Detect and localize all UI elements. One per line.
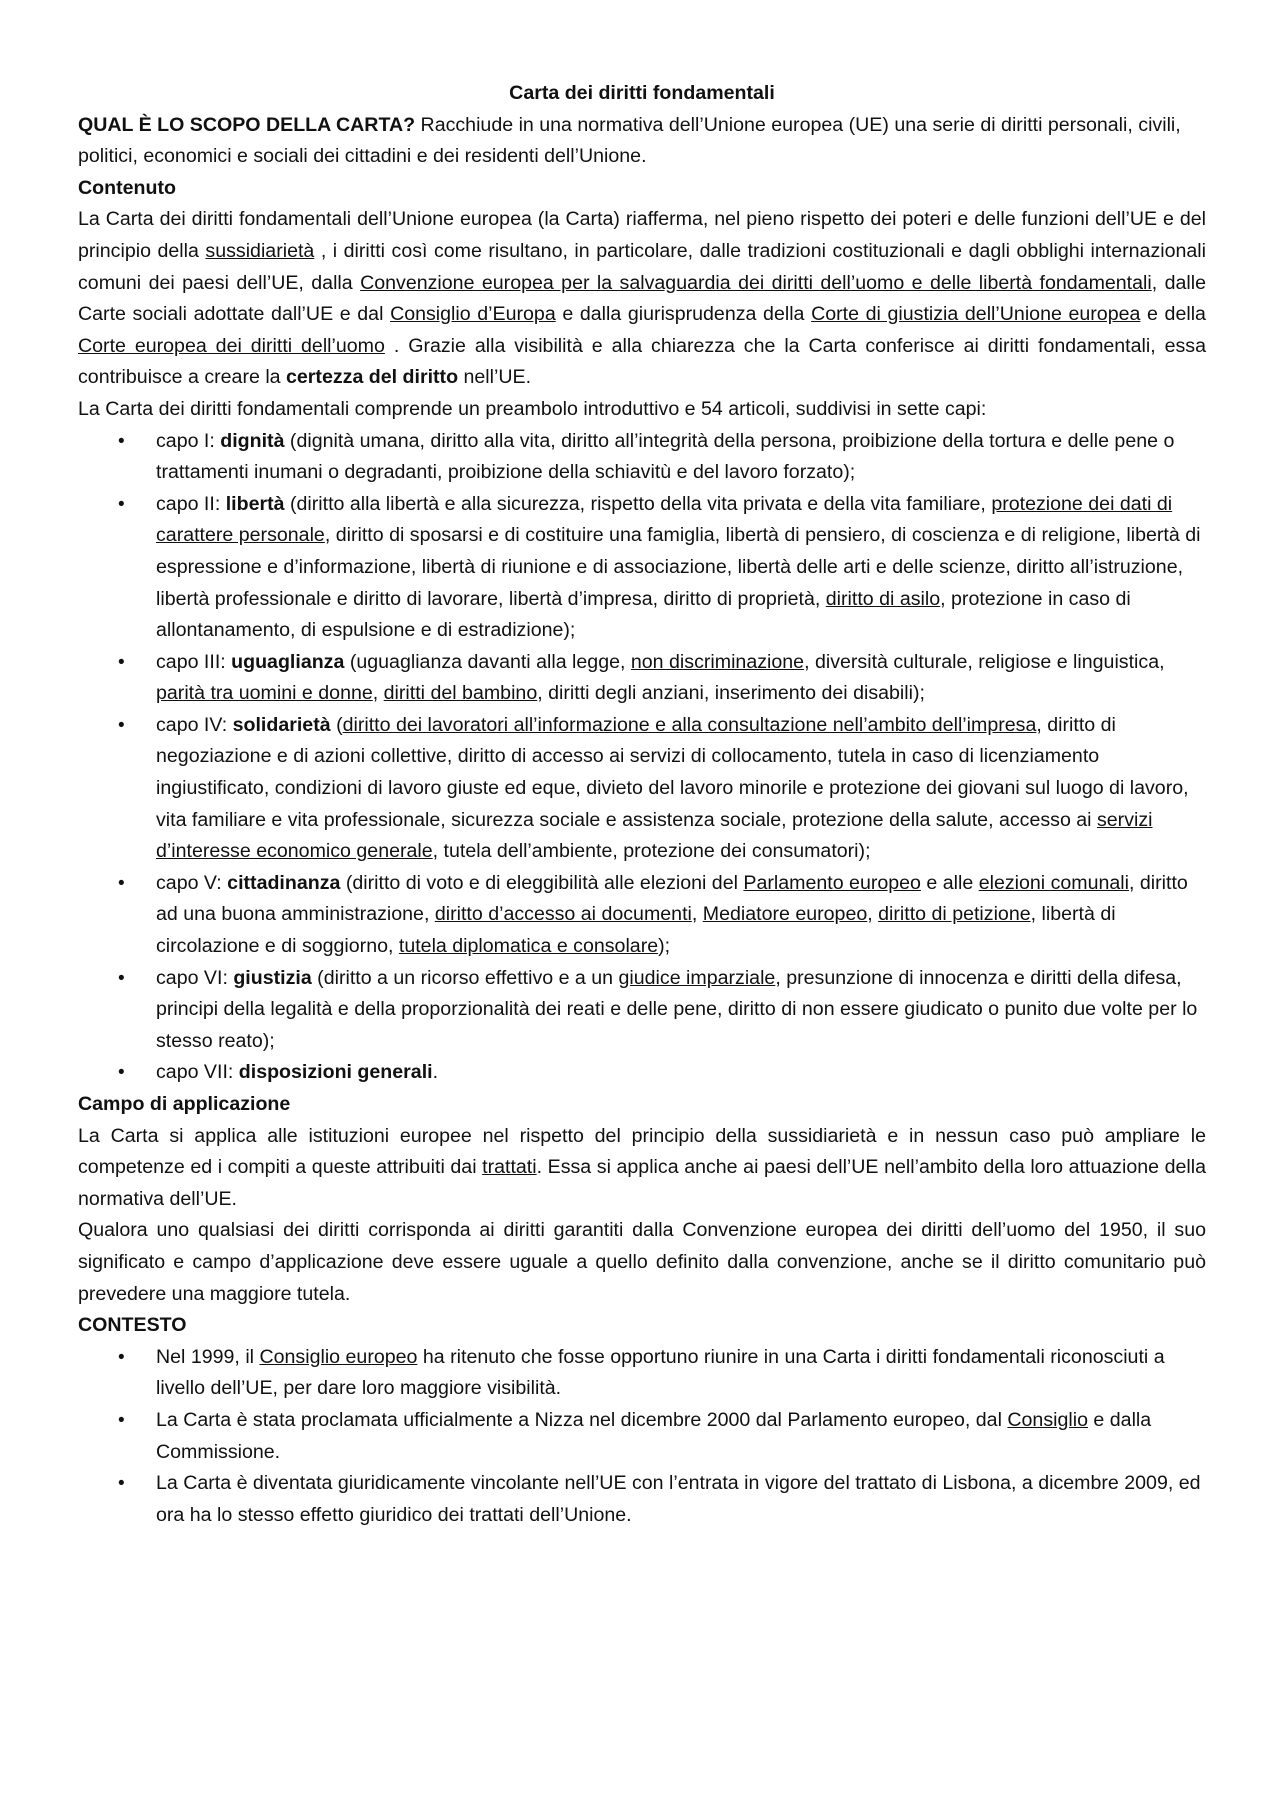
text-run: , presunzione di innocenza e diritti della difesa, principi della legalità e della proporzionalità dei reati e delle pene, diritto di non essere giudicato o punito due volte per lo stesso reato); <box>156 966 1198 1052</box>
contesto-list <box>78 1342 1206 1532</box>
text-run: , tutela dell’ambiente, protezione dei consumatori); <box>432 840 871 863</box>
capo-text: . <box>432 1061 439 1084</box>
text-run: ha ritenuto che fosse opportuno riunire in una Carta i diritti fondamentali riconosciuti a livello dell’UE, per dare loro maggiore visibilità. <box>156 1345 1165 1400</box>
link-trattati[interactable]: trattati <box>482 1156 537 1179</box>
list-item-capo-3 <box>78 647 1206 710</box>
link-sussidiarieta[interactable]: sussidiarietà <box>205 239 315 262</box>
capo-label: capo I: <box>156 429 221 452</box>
link-diritti-bambino[interactable]: diritti del bambino <box>383 682 538 705</box>
capo-title: disposizioni generali <box>238 1061 433 1084</box>
link-diritto-petizione[interactable]: diritto di petizione <box>878 903 1031 926</box>
capo-title: libertà <box>225 492 285 515</box>
capo-label: capo V: <box>156 871 228 894</box>
text-run: La Carta si applica alle istituzioni europee nel rispetto del principio della sussidiarietà e in nessun caso può ampliare le competenze ed i compiti a queste attribuiti dai <box>78 1124 1206 1179</box>
contenuto-paragraph-1 <box>78 204 1206 394</box>
bullet-icon: • <box>118 714 125 736</box>
text-run: , diritto di negoziazione e di azioni collettive, diritto di accesso ai servizi di collocamento, tutela in caso di licenziamento ingiustificato, condizioni di lavoro giuste ed eque, divieto del lavoro minorile e protezione dei giovani sul luogo di lavoro, vita familiare e vita professionale, sicurezza sociale e assistenza sociale, protezione della salute, accesso ai <box>156 713 1189 831</box>
text-run: La Carta dei diritti fondamentali dell’Unione europea (la Carta) riafferma, nel pieno rispetto dei poteri e delle funzioni dell’UE e del principio della <box>78 208 1206 262</box>
campo-paragraph-1 <box>78 1121 1206 1216</box>
link-diritto-accesso-documenti[interactable]: diritto d’accesso ai documenti <box>434 903 692 926</box>
link-mediatore-europeo[interactable]: Mediatore europeo <box>702 903 868 926</box>
capo-title: cittadinanza <box>227 871 341 894</box>
list-item-contesto-2 <box>78 1405 1206 1468</box>
link-convenzione-europea[interactable]: Convenzione europea per la salvaguardia dei diritti dell’uomo e delle libertà fondamentali <box>360 271 1152 294</box>
text-run: , diritti degli anziani, inserimento dei disabili); <box>537 682 925 705</box>
capo-title: dignità <box>220 429 285 452</box>
document-page <box>78 78 1206 1531</box>
contenuto-heading: Contenuto <box>78 176 176 199</box>
bullet-icon: • <box>118 430 125 452</box>
link-diritto-asilo[interactable]: diritto di asilo <box>825 587 941 610</box>
text-run: (uguaglianza davanti alla legge, <box>344 650 631 673</box>
capo-label: capo II: <box>156 492 226 515</box>
text-run: nell’UE. <box>458 366 532 389</box>
text-run: (diritto di voto e di eleggibilità alle elezioni del <box>340 871 744 894</box>
text-run: Nel 1999, il <box>156 1345 260 1368</box>
text-run: e dalla Commissione. <box>156 1408 1152 1463</box>
text-run: . Grazie alla visibilità e alla chiarezza che la Carta conferisce ai diritti fondamentali, essa contribuisce a creare la <box>78 334 1206 389</box>
capo-label: capo IV: <box>156 713 233 736</box>
capo-title: uguaglianza <box>231 650 345 673</box>
list-item-capo-6 <box>78 963 1206 1058</box>
text-run: e dalla giurisprudenza della <box>555 303 812 326</box>
text-run: , protezione in caso di allontanamento, di espulsione e di estradizione); <box>156 587 1131 642</box>
link-tutela-diplomatica[interactable]: tutela diplomatica e consolare <box>398 935 659 958</box>
text-run: ( <box>330 713 343 736</box>
text-run: ); <box>658 935 671 958</box>
text-run: e alle <box>920 871 979 894</box>
text-run: , diritto ad una buona amministrazione, <box>156 871 1188 926</box>
link-parlamento-europeo[interactable]: Parlamento europeo <box>743 871 921 894</box>
bullet-icon: • <box>118 872 125 894</box>
link-consiglio-europeo[interactable]: Consiglio europeo <box>259 1345 418 1368</box>
bullet-icon: • <box>118 967 125 989</box>
bullet-icon: • <box>118 1346 125 1368</box>
text-run: , i diritti così come risultano, in particolare, dalle tradizioni costituzionali e dagli obblighi internazionali comuni dei paesi dell’UE, dalla <box>78 239 1206 294</box>
list-item-capo-7 <box>78 1057 1206 1089</box>
capo-label: capo VI: <box>156 966 234 989</box>
contesto-heading: CONTESTO <box>78 1314 187 1337</box>
bullet-icon: • <box>118 1473 125 1495</box>
text-run: , <box>372 682 384 705</box>
text-run: , <box>867 903 879 926</box>
text-run: (diritto a un ricorso effettivo e a un <box>311 966 619 989</box>
capo-title: giustizia <box>233 966 312 989</box>
link-corte-giustizia[interactable]: Corte di giustizia dell’Unione europea <box>811 303 1141 326</box>
link-parita-uomini-donne[interactable]: parità tra uomini e donne <box>156 682 373 705</box>
capi-list <box>78 426 1206 1089</box>
text-run: , diversità culturale, religiose e linguistica, <box>804 650 1165 673</box>
link-consiglio[interactable]: Consiglio <box>1007 1408 1088 1431</box>
text-run: , libertà di circolazione e di soggiorno, <box>156 903 1116 958</box>
text-run: La Carta è diventata giuridicamente vincolante nell’UE con l’entrata in vigore del trattato di Lisbona, a dicembre 2009, ed ora ha lo stesso effetto giuridico dei trattati dell’Unione. <box>156 1472 1201 1526</box>
link-giudice-imparziale[interactable]: giudice imparziale <box>618 966 776 989</box>
list-item-capo-4 <box>78 710 1206 868</box>
capo-title: solidarietà <box>232 713 331 736</box>
link-servizi-interesse-economico[interactable]: servizi d’interesse economico generale <box>156 808 1153 863</box>
text-run: La Carta è stata proclamata ufficialmente a Nizza nel dicembre 2000 dal Parlamento europeo, dal <box>156 1408 1008 1431</box>
capo-label: capo VII: <box>156 1061 239 1084</box>
scope-question: QUAL È LO SCOPO DELLA CARTA? <box>78 113 416 136</box>
bullet-icon: • <box>118 493 125 515</box>
list-item-capo-2 <box>78 489 1206 647</box>
list-item-capo-1 <box>78 426 1206 489</box>
text-run: , diritto di sposarsi e di costituire una famiglia, libertà di pensiero, di coscienza e di religione, libertà di espressione e d’informazione, libertà di riunione e di associazione, libertà delle arti e delle scienze, diritto all’istruzione, libertà professionale e diritto di lavorare, libertà d’impresa, diritto di proprietà, <box>156 524 1201 610</box>
capo-label: capo III: <box>156 650 232 673</box>
bold-certezza-diritto: certezza del diritto <box>286 366 459 389</box>
scope-paragraph <box>78 110 1206 173</box>
text-run: (diritto alla libertà e alla sicurezza, rispetto della vita privata e della vita familiare, <box>284 492 992 515</box>
bullet-icon: • <box>118 1409 125 1431</box>
list-item-capo-5 <box>78 868 1206 963</box>
link-consiglio-europa[interactable]: Consiglio d’Europa <box>390 303 556 326</box>
capo-text: (dignità umana, diritto alla vita, diritto all’integrità della persona, proibizione della tortura e delle pene o trattamenti inumani o degradanti, proibizione della schiavitù e del lavoro forzato); <box>156 429 1175 484</box>
text-run: . Essa si applica anche ai paesi dell’UE nell’ambito della loro attuazione della normativa dell’UE. <box>78 1156 1206 1210</box>
link-non-discriminazione[interactable]: non discriminazione <box>630 650 805 673</box>
bullet-icon: • <box>118 1062 125 1084</box>
document-title: Carta dei diritti fondamentali <box>509 82 775 104</box>
scope-text: Racchiude in una normativa dell’Unione europea (UE) una serie di diritti personali, civili, politici, economici e sociali dei cittadini e dei residenti dell’Unione. <box>78 113 1181 168</box>
bullet-icon: • <box>118 651 125 673</box>
text-run: , <box>691 903 703 926</box>
text-run: e della <box>1140 303 1206 326</box>
list-item-contesto-3 <box>78 1468 1206 1531</box>
list-item-contesto-1 <box>78 1342 1206 1405</box>
link-corte-europea-diritti-uomo[interactable]: Corte europea dei diritti dell’uomo <box>78 334 385 357</box>
campo-heading: Campo di applicazione <box>78 1093 291 1115</box>
campo-paragraph-2: Qualora uno qualsiasi dei diritti corrisponda ai diritti garantiti dalla Convenzione europea dei diritti dell’uomo del 1950, il suo significato e campo d’applicazione deve essere uguale a quello definito dalla convenzione, anche se il diritto comunitario può prevedere una maggiore tutela. <box>78 1219 1206 1305</box>
link-diritto-lavoratori[interactable]: diritto dei lavoratori all’informazione e alla consultazione nell’ambito dell’impresa <box>342 713 1037 736</box>
text-run: , dalle Carte sociali adottate dall’UE e dal <box>78 271 1206 326</box>
link-elezioni-comunali[interactable]: elezioni comunali <box>978 871 1130 894</box>
link-protezione-dati[interactable]: protezione dei dati di carattere personale <box>156 492 1173 547</box>
contenuto-paragraph-2: La Carta dei diritti fondamentali comprende un preambolo introduttivo e 54 articoli, suddivisi in sette capi: <box>78 397 987 420</box>
